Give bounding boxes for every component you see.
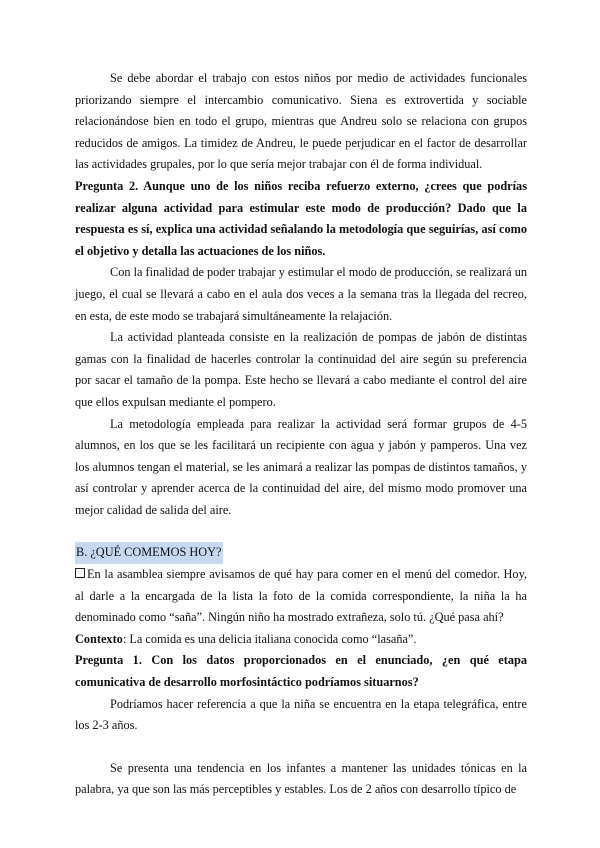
section-b-heading-line — [75, 542, 527, 564]
question-1: Pregunta 1. Con los datos proporcionados en el enunciado, ¿en qué etapa comunicativa de desarrollo morfosintáctico podríamos situarnos? — [75, 653, 527, 690]
spacer — [75, 521, 527, 542]
paragraph-answer-stage: Podríamos hacer referencia a que la niña se encuentra en la etapa telegráfica, entre los 2-3 años. — [75, 696, 527, 733]
paragraph-scenario — [75, 564, 527, 629]
context-label: Contexto — [75, 631, 123, 646]
question-2: Pregunta 2. Aunque uno de los niños reciba refuerzo externo, ¿crees que podrías realizar alguna actividad para estimular este modo de producción? Dado que la respuesta es sí, explica una actividad señalando la metodología que seguirías, así como el objetivo y detalla las actuaciones de los niños. — [75, 178, 527, 258]
section-b-heading: B. ¿QUÉ COMEMOS HOY? — [75, 542, 223, 564]
paragraph-methodology: La metodología empleada para realizar la actividad será formar grupos de 4-5 alumnos, en los que se les facilitará un recipiente con agua y jabón y pamperos. Una vez los alumnos tengan el material, se les animará a realizar las pompas de distintos tamaños, y así controlar y aprender acerca de la continuidad del aire, del mismo modo promover una mejor calidad de salida del aire. — [75, 416, 527, 517]
spacer — [75, 737, 527, 758]
paragraph-intro: Se debe abordar el trabajo con estos niños por medio de actividades funcionales priorizando siempre el intercambio comunicativo. Siena es extrovertida y sociable relacionándose bien en todo el grupo, mientras que Andreu solo se relaciona con grupos reducidos de amigos. La timidez de Andreu, le puede perjudicar en el factor de desarrollar las actividades grupales, por lo que sería mejor trabajar con él de forma individual. — [75, 71, 527, 172]
document-body — [75, 68, 527, 801]
paragraph-tonic-units: Se presenta una tendencia en los infantes a mantener las unidades tónicas en la palabra, ya que son las más perceptibles y estables. Los de 2 años con desarrollo típico de — [75, 760, 527, 797]
paragraph-context — [75, 629, 527, 651]
checkbox-icon — [75, 568, 85, 578]
scenario-text: En la asamblea siempre avisamos de qué hay para comer en el menú del comedor. Hoy, al darle a la encargada de la lista la foto de la comida correspondiente, la niña la ha denominado como “saña”. Ningún niño ha mostrado extrañeza, solo tú. ¿Qué pasa ahí? — [75, 567, 527, 625]
paragraph-activity-description: La actividad planteada consiste en la realización de pompas de jabón de distintas gamas con la finalidad de hacerles controlar la continuidad del aire según su preferencia por sacar el tamaño de la pompa. Este hecho se llevará a cabo mediante el control del aire que ellos expulsan mediante el pompero. — [75, 330, 527, 409]
context-text: : La comida es una delicia italiana conocida como “lasaña”. — [122, 631, 417, 646]
paragraph-activity-purpose: Con la finalidad de poder trabajar y estimular el modo de producción, se realizará un juego, el cual se llevará a cabo en el aula dos veces a la semana tras la llegada del recreo, en esta, de este modo se trabajará simultáneamente la relajación. — [75, 265, 527, 323]
